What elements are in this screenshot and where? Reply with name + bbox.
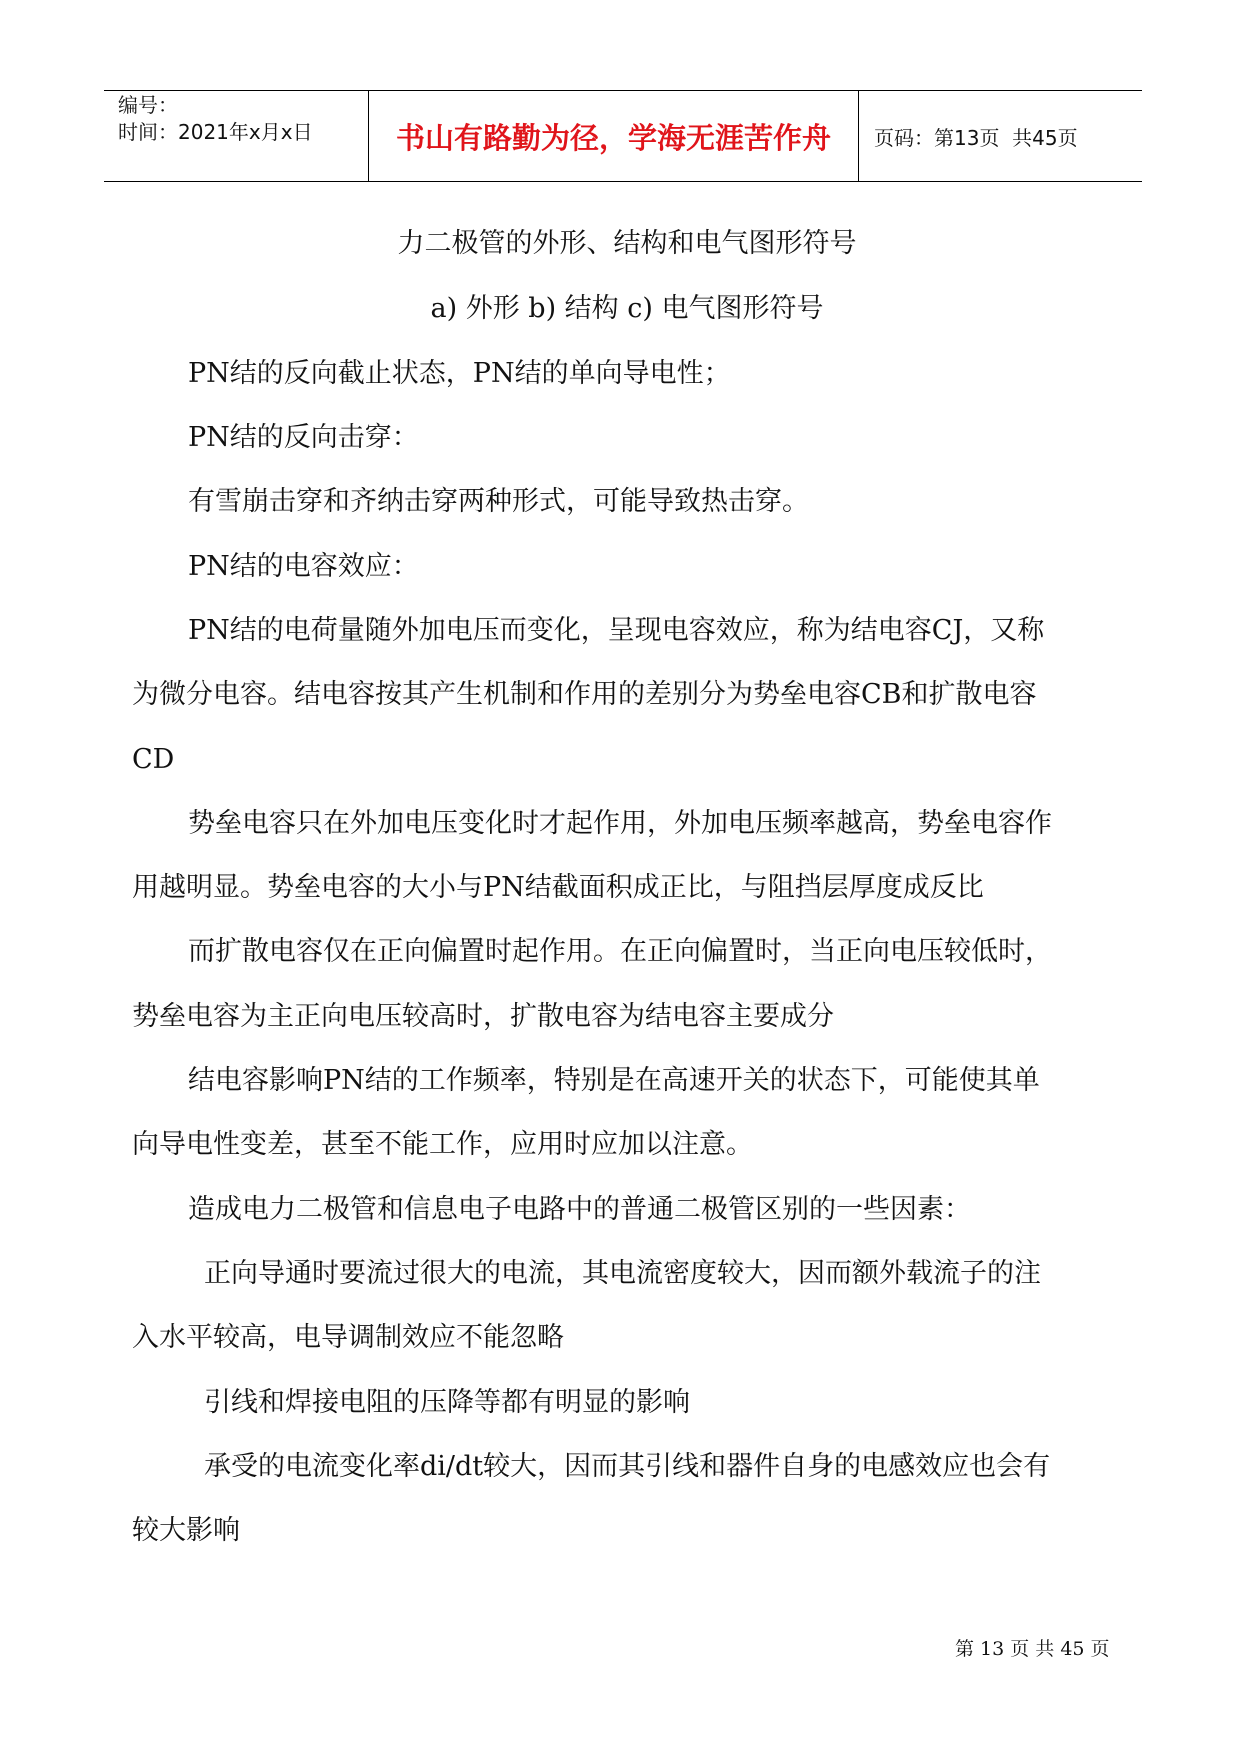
page-footer: 第 13 页 共 45 页: [955, 1638, 1110, 1660]
figure-caption-title: 力二极管的外形、结构和电气图形符号: [397, 228, 857, 259]
header-separator-2: [858, 90, 859, 182]
paragraph-5-line-2: 为微分电容。结电容按其产生机制和作用的差别分为势垒电容CB和扩散电容: [132, 679, 1037, 710]
paragraph-10-line-2: 入水平较高，电导调制效应不能忽略: [132, 1322, 564, 1353]
header-page-code: [874, 90, 1078, 182]
paragraph-5-line-1: PN结的电荷量随外加电压而变化，呈现电容效应，称为结电容CJ，又称: [188, 615, 1045, 646]
number-label: 编号：: [118, 93, 178, 117]
paragraph-6-line-2: 用越明显。势垒电容的大小与PN结截面积成正比，与阻挡层厚度成反比: [132, 872, 984, 903]
header-left-cell: [118, 92, 313, 146]
paragraph-12-line-1: 承受的电流变化率di/dt较大，因而其引线和器件自身的电感效应也会有: [204, 1451, 1051, 1482]
paragraph-8-line-2: 向导电性变差，甚至不能工作，应用时应加以注意。: [132, 1129, 753, 1160]
paragraph-6-line-1: 势垒电容只在外加电压变化时才起作用，外加电压频率越高，势垒电容作: [188, 808, 1052, 839]
paragraph-7-line-2: 势垒电容为主正向电压较高时，扩散电容为结电容主要成分: [132, 1001, 834, 1032]
paragraph-9: 造成电力二极管和信息电子电路中的普通二极管区别的一些因素：: [188, 1194, 971, 1225]
page-code-text: 页码：第13页 共45页: [874, 125, 1078, 150]
paragraph-5-line-3: CD: [132, 744, 175, 775]
time-label: 时间：2021年x月x日: [118, 120, 313, 144]
paragraph-2: PN结的反向击穿：: [188, 422, 419, 453]
document-header: [104, 90, 1142, 182]
paragraph-10-line-1: 正向导通时要流过很大的电流，其电流密度较大，因而额外载流子的注: [204, 1258, 1041, 1289]
paragraph-7-line-1: 而扩散电容仅在正向偏置时起作用。在正向偏置时，当正向电压较低时，: [188, 936, 1052, 967]
paragraph-3: 有雪崩击穿和齐纳击穿两种形式，可能导致热击穿。: [188, 486, 809, 517]
header-motto: 书山有路勤为径，学海无涯苦作舟: [395, 120, 831, 155]
paragraph-1: PN结的反向截止状态，PN结的单向导电性；: [188, 358, 731, 389]
paragraph-4: PN结的电容效应：: [188, 551, 419, 582]
paragraph-11: 引线和焊接电阻的压降等都有明显的影响: [204, 1387, 690, 1418]
figure-caption-parts: a) 外形 b) 结构 c) 电气图形符号: [430, 293, 824, 324]
paragraph-8-line-1: 结电容影响PN结的工作频率，特别是在高速开关的状态下，可能使其单: [188, 1065, 1040, 1096]
paragraph-12-line-2: 较大影响: [132, 1515, 240, 1546]
